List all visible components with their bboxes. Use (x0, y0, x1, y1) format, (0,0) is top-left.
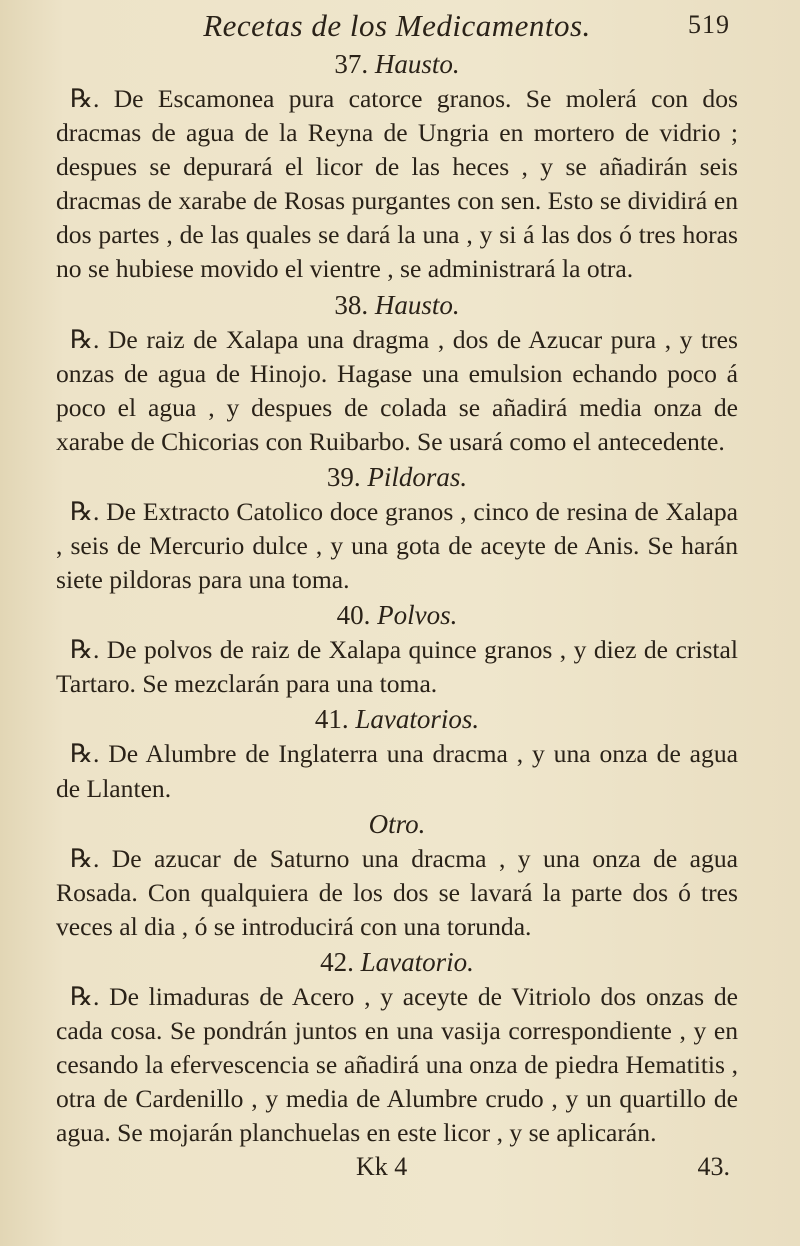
recipe-number: 41. (314, 704, 349, 735)
recipe-body: ℞. De Extracto Catolico doce granos , cinco de resina de Xalapa , seis de Mercurio dulce , y una gota de aceyte de Anis. Se harán siete pildoras para una toma. (56, 496, 738, 595)
recipe-body: ℞. De raiz de Xalapa una dragma , dos de Azucar pura , y tres onzas de agua de Hinojo. Hagase una emulsion echando poco á poco el agua , y despues de colada se añadirá media onza de xarabe de Chicorias con Ruibarbo. Se usará como el antecedente. (56, 324, 738, 456)
recipe-number: 42. (320, 946, 354, 977)
recipe-title: Lavatorio. (360, 946, 474, 977)
recipe-title: Pildoras. (367, 461, 468, 492)
recipe-title: Hausto. (374, 49, 460, 79)
recipe-heading (56, 944, 738, 980)
running-head-title: Recetas de los Medicamentos. (203, 8, 591, 43)
recipe-heading (56, 46, 738, 82)
recipe-heading (56, 459, 738, 495)
recipe-heading (56, 806, 738, 842)
recipe-number: 39. (326, 461, 361, 492)
signature-mark: Kk 4 (356, 1152, 408, 1182)
catchword: 43. (697, 1152, 730, 1182)
recipe-body: ℞. De limaduras de Acero , y aceyte de Vitriolo dos onzas de cada cosa. Se pondrán juntos en una vasija correspondiente , y en cesando la efervescencia se añadirá una onza de piedra Hematitis , otra de Cardenillo , y media de Alumbre crudo , y un quartillo de agua. Se mojarán planchuelas en este licor , y se aplicarán. (56, 981, 738, 1148)
running-head (56, 8, 738, 46)
page-number: 519 (688, 10, 730, 39)
recipe-body: ℞. De polvos de raiz de Xalapa quince granos , y diez de cristal Tartaro. Se mezclarán para una toma. (56, 635, 738, 699)
recipe-number: 40. (336, 600, 371, 631)
recipe-title: Polvos. (377, 600, 458, 631)
recipe-body: ℞. De azucar de Saturno una dracma , y una onza de agua Rosada. Con qualquiera de los dos se lavará la parte dos ó tres veces al dia , ó se introducirá con una torunda. (56, 843, 738, 941)
recipe-title: Lavatorios. (355, 704, 480, 735)
recipe-number: 37. (334, 49, 369, 79)
recipe-heading (56, 701, 738, 737)
recipe-body: ℞. De Alumbre de Inglaterra una dracma , y una onza de agua de Llanten. (56, 739, 738, 803)
recipe-heading (56, 597, 738, 633)
recipe-heading (56, 287, 738, 323)
page-footer (56, 1152, 738, 1186)
recipe-body: ℞. De Escamonea pura catorce granos. Se molerá con dos dracmas de agua de la Reyna de Ungria en mortero de vidrio ; despues se depurará el licor de las heces , y se añadirán seis dracmas de xarabe de Rosas purgantes con sen. Esto se dividirá en dos partes , de las quales se dará la una , y si á las dos ó tres horas no se hubiese movido el vientre , se administrará la otra. (56, 84, 738, 284)
recipe-number: 38. (334, 289, 369, 320)
recipe-title: Hausto. (374, 289, 460, 320)
recipe-title: Otro. (368, 808, 426, 839)
